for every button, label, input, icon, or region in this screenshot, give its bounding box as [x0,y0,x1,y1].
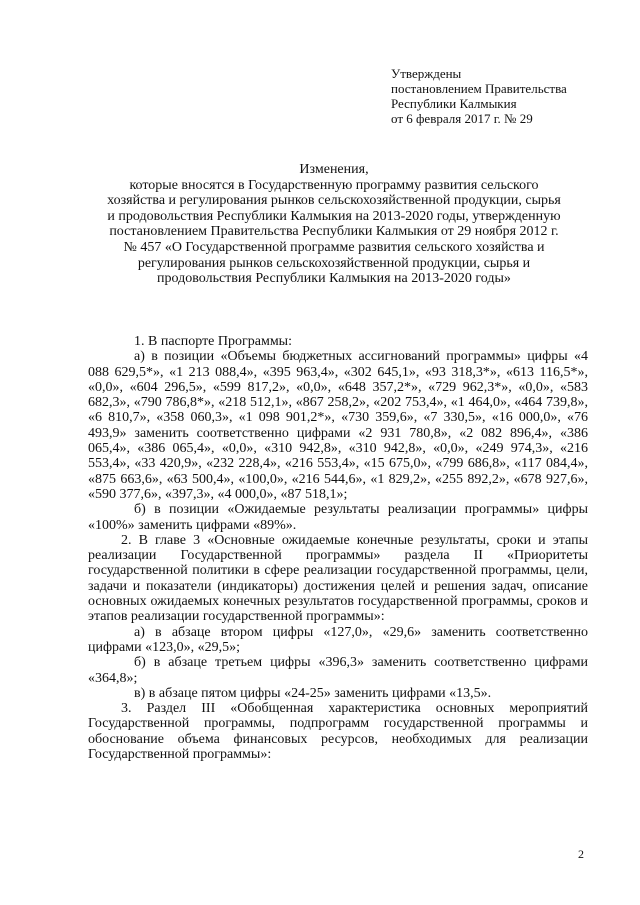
title-line: регулирования рынков сельскохозяйственной продукции, сырья и [137,255,531,271]
paragraph-1a: а) в позиции «Объемы бюджетных ассигнований программы» цифры «4 088 629,5*», «1 213 088,4», «395 963,4», «302 645,1», «93 318,3*», «613 116,5*», «0,0», «604 296,5», «599 817,2», «0,0», «648 357,2*», «729 962,3*», «0,0», «583 682,3», «790 786,8*», «218 512,1», «867 258,2», «202 753,4», «1 464,0», «464 739,8», «6 810,7», «358 060,3», «1 098 901,2*», «730 359,6», «7 330,5», «16 000,0», «76 493,9» заменить соответственно цифрами «2 931 780,8», «2 082 896,4», «386 065,4», «386 065,4», «0,0», «310 942,8», «310 942,8», «0,0», «249 974,3», «216 553,4», «33 420,9», «232 228,4», «216 553,4», «15 675,0», «799 686,8», «117 084,4», «875 663,6», «63 500,4», «100,0», «216 544,6», «1 829,2», «255 892,2», «678 927,6», «590 377,6», «397,3», «4 000,0», «87 518,1»; [88,349,588,502]
title-line: и продовольствия Республики Калмыкия на 2013-2020 годы, утвержденную [107,208,561,224]
approval-line: от 6 февраля 2017 г. № 29 [391,111,533,126]
title-line: постановлением Правительства Республики Калмыкия от 29 ноября 2012 г. [109,224,559,240]
title-line: которые вносятся в Государственную программу развития сельского [129,177,539,193]
approval-line: Республики Калмыкия [391,96,517,111]
title-heading: Изменения, [299,162,369,177]
document-body [88,334,588,762]
paragraph-1: 1. В паспорте Программы: [134,334,292,349]
paragraph-2b: б) в абзаце третьем цифры «396,3» заменить соответственно цифрами «364,8»; [88,655,588,686]
title-line: продовольствия Республики Калмыкия на 2013-2020 годы» [157,271,511,287]
document-title [84,162,584,287]
paragraph-3: 3. Раздел III «Обобщенная характеристика основных мероприятий Государственной программы, подпрограмм государственной программы и обоснование объема финансовых ресурсов, необходимых для реализации Государственной программы»: [88,701,588,763]
approval-line: Утверждены [391,66,462,81]
approval-stamp [391,66,621,126]
paragraph-1b: б) в позиции «Ожидаемые результаты реализации программы» цифры «100%» заменить цифрами «89%». [88,502,588,533]
paragraph-2a: а) в абзаце втором цифры «127,0», «29,6» заменить соответственно цифрами «123,0», «29,5»; [88,624,588,655]
title-line: № 457 «О Государственной программе развития сельского хозяйства и [123,239,545,255]
paragraph-2c: в) в абзаце пятом цифры «24-25» заменить цифрами «13,5». [134,685,492,701]
paragraph-2: 2. В главе 3 «Основные ожидаемые конечные результаты, сроки и этапы реализации Государственной программы» раздела II «Приоритеты государственной политики в сфере реализации государственной программы, цели, задачи и показатели (индикаторы) достижения целей и решения задач, описание основных ожидаемых конечных результатов государственной программы, сроков и этапов реализации государственной программы»: [88,532,588,625]
approval-line: постановлением Правительства [391,81,567,96]
page-number: 2 [578,847,584,861]
title-line: хозяйства и регулирования рынков сельскохозяйственной продукции, сырья [107,193,561,209]
